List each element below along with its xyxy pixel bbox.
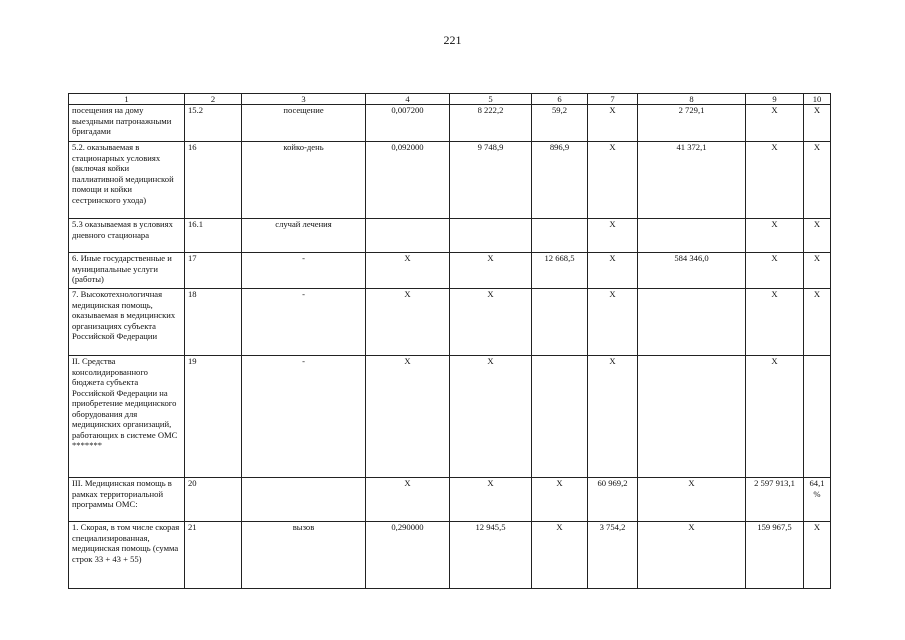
table-row [69,522,831,589]
row-number: 17 [185,253,242,289]
row-number: 19 [185,356,242,478]
table-cell: X [588,289,638,356]
column-header: 3 [242,94,366,105]
row-label: 5.2. оказываемая в стационарных условиях (включая койки паллиативной медицинской помощи и койки сестринского ухода) [69,142,185,219]
table-cell: X [804,253,831,289]
table-cell [638,219,746,253]
unit-cell: койко-день [242,142,366,219]
budget-table [68,93,831,589]
row-number: 16 [185,142,242,219]
table-cell: 896,9 [532,142,588,219]
unit-cell: - [242,289,366,356]
table-cell: X [804,219,831,253]
table-cell: X [588,105,638,142]
table-cell: X [746,219,804,253]
table-cell: X [588,219,638,253]
unit-cell: посещение [242,105,366,142]
table-cell: X [366,253,450,289]
unit-cell: - [242,253,366,289]
row-label: III. Медицинская помощь в рамках территориальной программы ОМС: [69,478,185,522]
column-header: 4 [366,94,450,105]
table-cell [532,289,588,356]
column-header: 2 [185,94,242,105]
table-cell: X [366,478,450,522]
table-cell: 0,290000 [366,522,450,589]
table-cell [638,289,746,356]
table-cell: X [804,142,831,219]
table-cell: 12 945,5 [450,522,532,589]
table-cell: X [450,289,532,356]
table-cell: X [588,253,638,289]
row-number: 20 [185,478,242,522]
row-label: 7. Высокотехнологичная медицинская помощь, оказываемая в медицинских организациях субъекта Российской Федерации [69,289,185,356]
row-number: 15.2 [185,105,242,142]
table-cell: X [588,142,638,219]
table-row [69,142,831,219]
table-cell [366,219,450,253]
table-cell: X [638,478,746,522]
column-header: 7 [588,94,638,105]
column-header: 6 [532,94,588,105]
table-row [69,105,831,142]
row-number: 18 [185,289,242,356]
table-cell: X [804,105,831,142]
table-cell [450,219,532,253]
table-cell: X [746,289,804,356]
unit-cell: вызов [242,522,366,589]
table-cell [804,356,831,478]
table-cell: 64,1% [804,478,831,522]
unit-cell [242,478,366,522]
unit-cell: случай лечения [242,219,366,253]
table-row [69,478,831,522]
table-cell [532,219,588,253]
table-cell: 12 668,5 [532,253,588,289]
column-header: 10 [804,94,831,105]
table-cell [638,356,746,478]
table-cell: 0,007200 [366,105,450,142]
table-cell: 41 372,1 [638,142,746,219]
table-cell: 0,092000 [366,142,450,219]
header-row [69,94,831,105]
table-cell: 584 346,0 [638,253,746,289]
table-cell: X [366,356,450,478]
table-row [69,356,831,478]
column-header: 1 [69,94,185,105]
table-row [69,253,831,289]
table-cell: 2 597 913,1 [746,478,804,522]
table-cell: X [588,356,638,478]
table-cell: X [746,142,804,219]
row-number: 21 [185,522,242,589]
table-cell: 2 729,1 [638,105,746,142]
table-cell: 8 222,2 [450,105,532,142]
table-cell: 59,2 [532,105,588,142]
column-header: 8 [638,94,746,105]
table-cell: X [532,522,588,589]
table-cell: X [532,478,588,522]
table-cell: X [638,522,746,589]
table-cell: X [746,105,804,142]
table-cell: 159 967,5 [746,522,804,589]
column-header: 5 [450,94,532,105]
table-cell: 9 748,9 [450,142,532,219]
table-cell: 3 754,2 [588,522,638,589]
table-cell: X [450,253,532,289]
table-cell: X [746,253,804,289]
table-cell: X [804,289,831,356]
row-label: 1. Скорая, в том числе скорая специализированная, медицинская помощь (сумма строк 33 + 43 + 55) [69,522,185,589]
table-cell: X [366,289,450,356]
table-row [69,219,831,253]
column-header: 9 [746,94,804,105]
table-row [69,289,831,356]
row-number: 16.1 [185,219,242,253]
row-label: 5.3 оказываемая в условиях дневного стационара [69,219,185,253]
row-label: посещения на дому выездными патронажными бригадами [69,105,185,142]
page-number: 221 [443,33,462,47]
table-cell: X [746,356,804,478]
unit-cell: - [242,356,366,478]
table-cell: X [804,522,831,589]
table-cell: X [450,478,532,522]
table-cell: 60 969,2 [588,478,638,522]
row-label: 6. Иные государственные и муниципальные услуги (работы) [69,253,185,289]
table-cell: X [450,356,532,478]
row-label: II. Средства консолидированного бюджета субъекта Российской Федерации на приобретение медицинского оборудования для медицинских организаций, работающих в системе ОМС ******* [69,356,185,478]
table-cell [532,356,588,478]
